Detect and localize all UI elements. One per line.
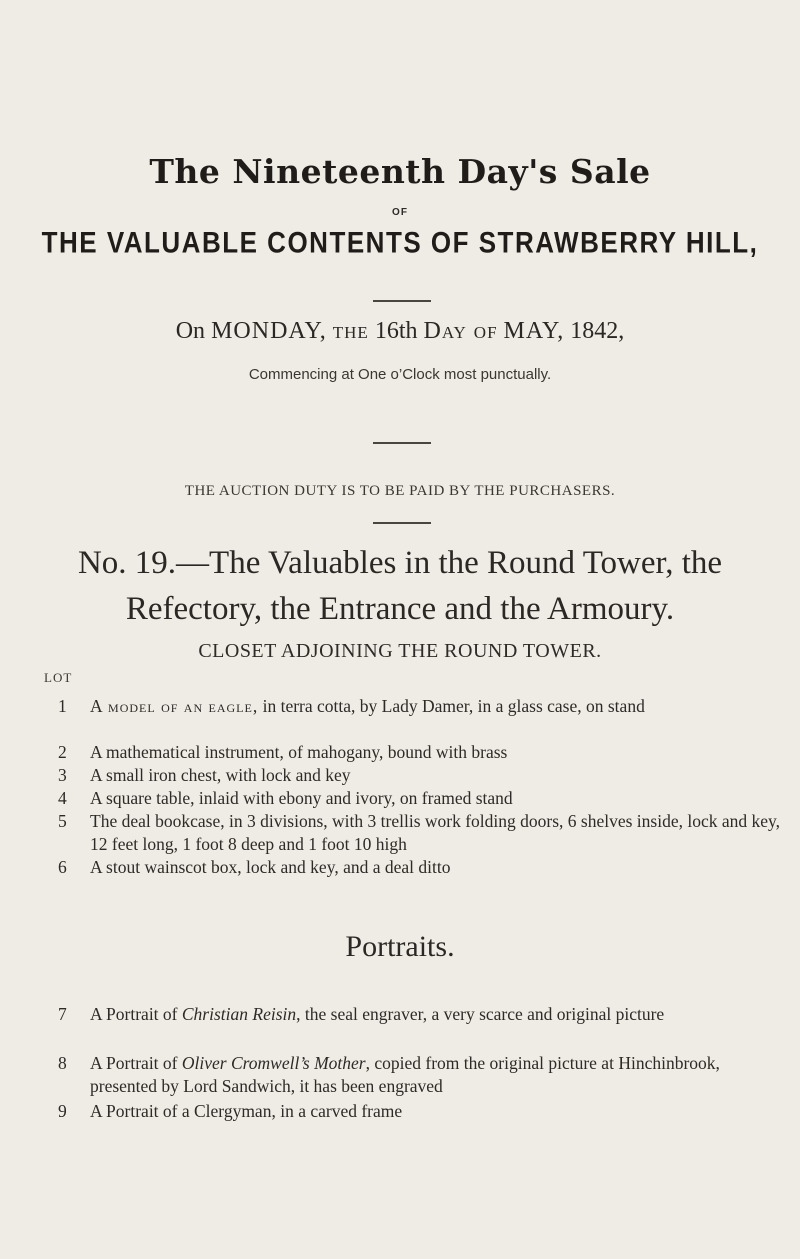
date-on: On	[175, 318, 206, 344]
section-heading-line2: Refectory, the Entrance and the Armoury.	[125, 591, 675, 627]
lot-number: 7	[58, 1004, 67, 1024]
date-the: the	[332, 318, 369, 344]
commencing-note: Commencing at One o’Clock most punctually.	[248, 366, 552, 383]
divider-rule	[373, 522, 431, 524]
of-word: OF	[392, 207, 408, 218]
divider-rule	[373, 300, 431, 302]
lot-number: 2	[58, 742, 67, 762]
lot-description: A small iron chest, with lock and key	[90, 765, 351, 785]
date-number: 16th	[374, 318, 418, 344]
lot-italic-name: Oliver Cromwell’s Mother	[181, 1053, 366, 1073]
closet-heading: CLOSET ADJOINING THE ROUND TOWER.	[198, 640, 602, 662]
lot-description: The deal bookcase, in 3 divisions, with 3 trellis work folding doors, 6 shelves inside, lock and key, 12 feet long, 1 foot 8 deep and 1 foot 10 high	[90, 811, 781, 854]
lot-italic-name: Christian Reisin	[181, 1004, 297, 1024]
lot-number: 8	[58, 1053, 67, 1073]
lot-lead: A model of an eagle,	[90, 696, 259, 716]
date-year: 1842,	[570, 318, 625, 344]
portraits-heading: Portraits.	[345, 930, 455, 963]
lot-text: in terra cotta, by Lady Damer, in a glass case, on stand	[258, 696, 645, 716]
lot-number: 9	[58, 1101, 67, 1121]
section-heading-line1: No. 19.—The Valuables in the Round Tower, the	[77, 545, 723, 581]
lot-description: A stout wainscot box, lock and key, and a deal ditto	[90, 857, 451, 877]
auction-duty-note: THE AUCTION DUTY IS TO BE PAID BY THE PURCHASERS.	[184, 483, 616, 499]
lot-column-label: LOT	[44, 670, 73, 685]
lot-number: 1	[58, 696, 67, 716]
lot-text-post: , copied from the original picture at Hinchinbrook, presented by Lord Sandwich, it has been engraved	[90, 1053, 720, 1096]
lot-description	[90, 695, 780, 718]
lot-text-pre: A Portrait of	[90, 1053, 182, 1073]
lot-number: 4	[58, 788, 67, 808]
page-title: The Nineteenth Day's Sale	[149, 152, 651, 191]
date-line	[0, 318, 800, 345]
section-heading	[0, 540, 800, 632]
lot-description	[90, 1052, 780, 1098]
lot-description	[90, 1003, 780, 1026]
lot-number: 6	[58, 857, 67, 877]
divider-rule	[373, 442, 431, 444]
date-day: MONDAY,	[211, 318, 327, 344]
date-month: MAY,	[503, 318, 565, 344]
date-day-of: Day of	[423, 318, 498, 344]
lot-text-pre: A Portrait of	[90, 1004, 182, 1024]
lot-text-post: , the seal engraver, a very scarce and original picture	[296, 1004, 665, 1024]
lot-number: 5	[58, 811, 67, 831]
lot-description: A mathematical instrument, of mahogany, bound with brass	[90, 742, 508, 762]
lot-description: A square table, inlaid with ebony and ivory, on framed stand	[90, 788, 513, 808]
lot-number: 3	[58, 765, 67, 785]
lot-description: A Portrait of a Clergyman, in a carved frame	[90, 1101, 403, 1121]
page-subtitle: THE VALUABLE CONTENTS OF STRAWBERRY HILL,	[41, 224, 759, 260]
